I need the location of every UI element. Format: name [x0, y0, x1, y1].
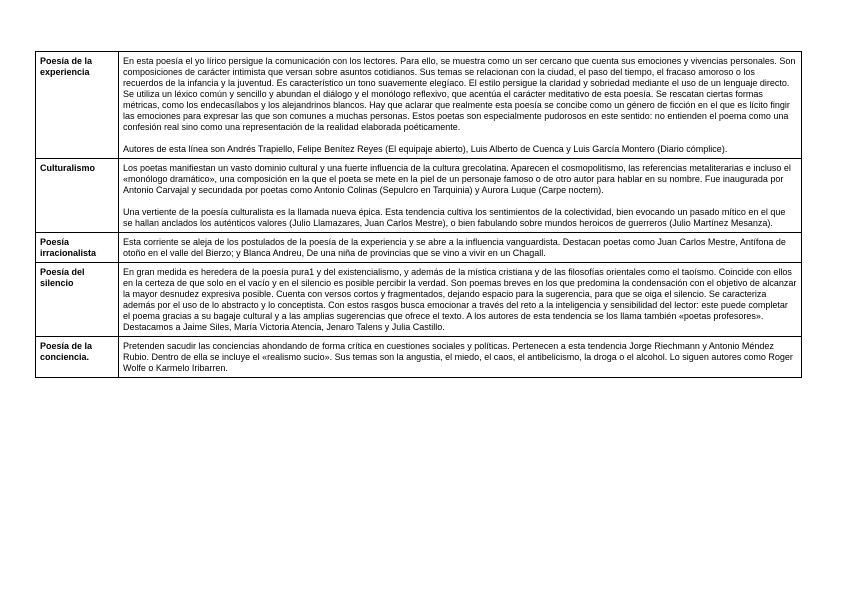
table-row: [36, 52, 802, 159]
description-cell: [119, 233, 802, 263]
paragraph: Una vertiente de la poesía culturalista es la llamada nueva épica. Esta tendencia cultiva los sentimientos de la colectividad, bien evocando un pasado mítico en el que se hallan anclados los auténticos valores (Julio Llamazares, Juan Carlos Mestre), o bien fabulando sobre mundos heroicos de guerreros (Julio Martínez Mesanza).: [123, 207, 786, 228]
document-page: [35, 51, 802, 378]
description-cell: [119, 159, 802, 233]
paragraph: Los poetas manifiestan un vasto dominio cultural y una fuerte influencia de la cultura grecolatina. Aparecen el cosmopolitismo, las referencias metaliterarias e incluso el «monólogo dramático», una composición en la que el poeta se mete en la piel de un personaje famoso o de otro autor para hablar en su nombre. Fue inaugurada por Antonio Carvajal y secundada por poetas como Antonio Colinas (Sepulcro en Tarquinia) y Aurora Luque (Carpe noctem).: [123, 163, 791, 195]
table-row: [36, 337, 802, 378]
paragraph: En esta poesía el yo lírico persigue la comunicación con los lectores. Para ello, se muestra como un ser cercano que cuenta sus emociones y vivencias personales. Son composiciones de carácter intimista que versan sobre asuntos cotidianos. Sus temas se relacionan con la ciudad, el paso del tiempo, el fracaso amoroso o los recuerdos de la infancia y la juventud. Es característico un tono suavemente elegíaco. El estilo persigue la claridad y sobriedad mediante el uso de un lenguaje directo. Se utiliza un léxico común y sencillo y abundan el diálogo y el monólogo reflexivo, que acentúa el carácter meditativo de esta poesía. Se rescatan ciertas formas métricas, como los endecasílabos y los alejandrinos blancos. Hay que aclarar que realmente esta poesía se concibe como un género de ficción en el que es lícito fingir las emociones para expresar las que son comunes a muchas personas. Estos poetas son especialmente pudorosos en este sentido: no entienden el poema como una confesión real sino como una representación de la realidad elaborada poéticamente.: [123, 56, 796, 132]
term-cell: Culturalismo: [36, 159, 119, 233]
term-cell: Poesía de la conciencia.: [36, 337, 119, 378]
table-row: [36, 159, 802, 233]
description-cell: [119, 52, 802, 159]
paragraph: Esta corriente se aleja de los postulados de la poesía de la experiencia y se abre a la influencia vanguardista. Destacan poetas como Juan Carlos Mestre, Antífona de otoño en el valle del Bierzo; y Blanca Andreu, De una niña de provincias que se vino a vivir en un Chagall.: [123, 237, 786, 258]
paragraph: Pretenden sacudir las conciencias ahondando de forma crítica en cuestiones sociales y políticas. Pertenecen a esta tendencia Jorge Riechmann y Antonio Méndez Rubio. Dentro de ella se incluye el «realismo sucio». Sus temas son la angustia, el miedo, el caos, el antibelicismo, la droga o el alcohol. Lo siguen autores como Roger Wolfe o Karmelo Iribarren.: [123, 341, 793, 373]
description-cell: [119, 337, 802, 378]
table-row: [36, 263, 802, 337]
description-cell: [119, 263, 802, 337]
paragraph: Autores de esta línea son Andrés Trapiello, Felipe Benítez Reyes (El equipaje abierto), Luis Alberto de Cuenca y Luis García Montero (Diario cómplice).: [123, 144, 728, 154]
paragraph: En gran medida es heredera de la poesía pura1 y del existencialismo, y además de la mística cristiana y de las filosofías orientales como el taoísmo. Coincide con ellos en la certeza de que solo en el vacío y en el silencio es posible percibir la verdad. Son poemas breves en los que predomina la condensación con el objetivo de alcanzar la mayor desnudez expresiva posible. Cuenta con versos cortos y fragmentados, dejando espacio para la sugerencia, para que se oiga el silencio. Se caracteriza además por el uso de lo abstracto y lo conceptista. Con estos rasgos busca emocionar a través del reto a la inteligencia y sensibilidad del lector: este puede completar el poema gracias a su bagaje cultural y a las amplias sugerencias que ofrece el texto. A los autores de esta tendencia se los llama también «poetas profesores». Destacamos a Jaime Siles, María Victoria Atencia, Jenaro Talens y Julia Castillo.: [123, 267, 797, 332]
term-cell: Poesía de la experiencia: [36, 52, 119, 159]
term-cell: Poesía irracionalista: [36, 233, 119, 263]
table-row: [36, 233, 802, 263]
term-cell: Poesía del silencio: [36, 263, 119, 337]
poetry-trends-table: [35, 51, 802, 378]
